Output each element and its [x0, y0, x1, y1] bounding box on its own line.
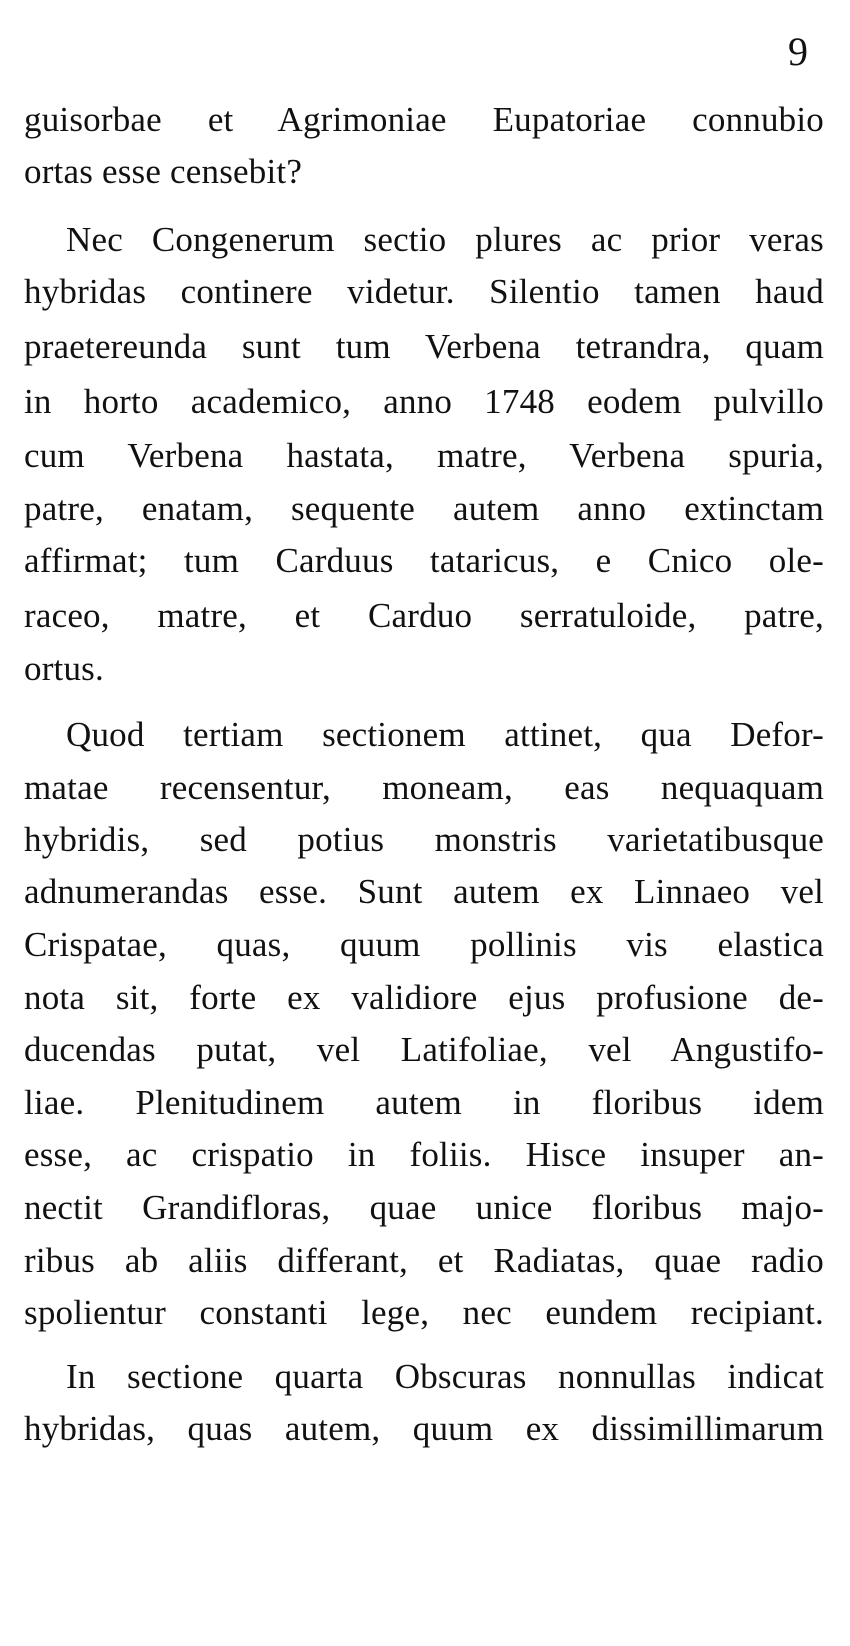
text-line: ortus.: [24, 649, 104, 688]
text-line: ortas esse censebit?: [24, 152, 303, 191]
text-line: matae recensentur, moneam, eas nequaquam: [24, 768, 824, 807]
text-line: raceo, matre, et Carduo serratuloide, patre,: [24, 596, 824, 635]
text-line: guisorbae et Agrimoniae Eupatoriae connubio: [24, 100, 824, 139]
text-line: liae. Plenitudinem autem in floribus idem: [24, 1083, 824, 1122]
text-line: hybridas, quas autem, quum ex dissimillimarum: [24, 1409, 824, 1448]
text-line: in horto academico, anno 1748 eodem pulvillo: [24, 382, 824, 421]
text-line: Crispatae, quas, quum pollinis vis elastica: [24, 925, 824, 964]
text-line: cum Verbena hastata, matre, Verbena spuria,: [24, 436, 824, 475]
text-line: esse, ac crispatio in foliis. Hisce insuper an-: [24, 1135, 824, 1174]
text-line: patre, enatam, sequente autem anno extinctam: [24, 489, 824, 528]
page-number: 9: [788, 29, 808, 74]
text-line: ribus ab aliis differant, et Radiatas, quae radio: [24, 1241, 824, 1280]
text-line: nota sit, forte ex validiore ejus profusione de-: [24, 978, 824, 1017]
text-line: hybridas continere videtur. Silentio tamen haud: [24, 272, 824, 311]
text-line: affirmat; tum Carduus tataricus, e Cnico ole-: [24, 541, 824, 580]
text-line: In sectione quarta Obscuras nonnullas indicat: [66, 1357, 824, 1396]
text-line: praetereunda sunt tum Verbena tetrandra, quam: [24, 327, 824, 366]
text-line: spolientur constanti lege, nec eundem recipiant.: [24, 1293, 824, 1332]
text-line: hybridis, sed potius monstris varietatibusque: [24, 820, 824, 859]
text-line: Quod tertiam sectionem attinet, qua Defor-: [66, 715, 824, 754]
text-line: ducendas putat, vel Latifoliae, vel Angustifo-: [24, 1030, 824, 1069]
text-line: Nec Congenerum sectio plures ac prior veras: [66, 220, 824, 259]
text-line: nectit Grandifloras, quae unice floribus majo-: [24, 1188, 824, 1227]
text-line: adnumerandas esse. Sunt autem ex Linnaeo vel: [24, 872, 824, 911]
